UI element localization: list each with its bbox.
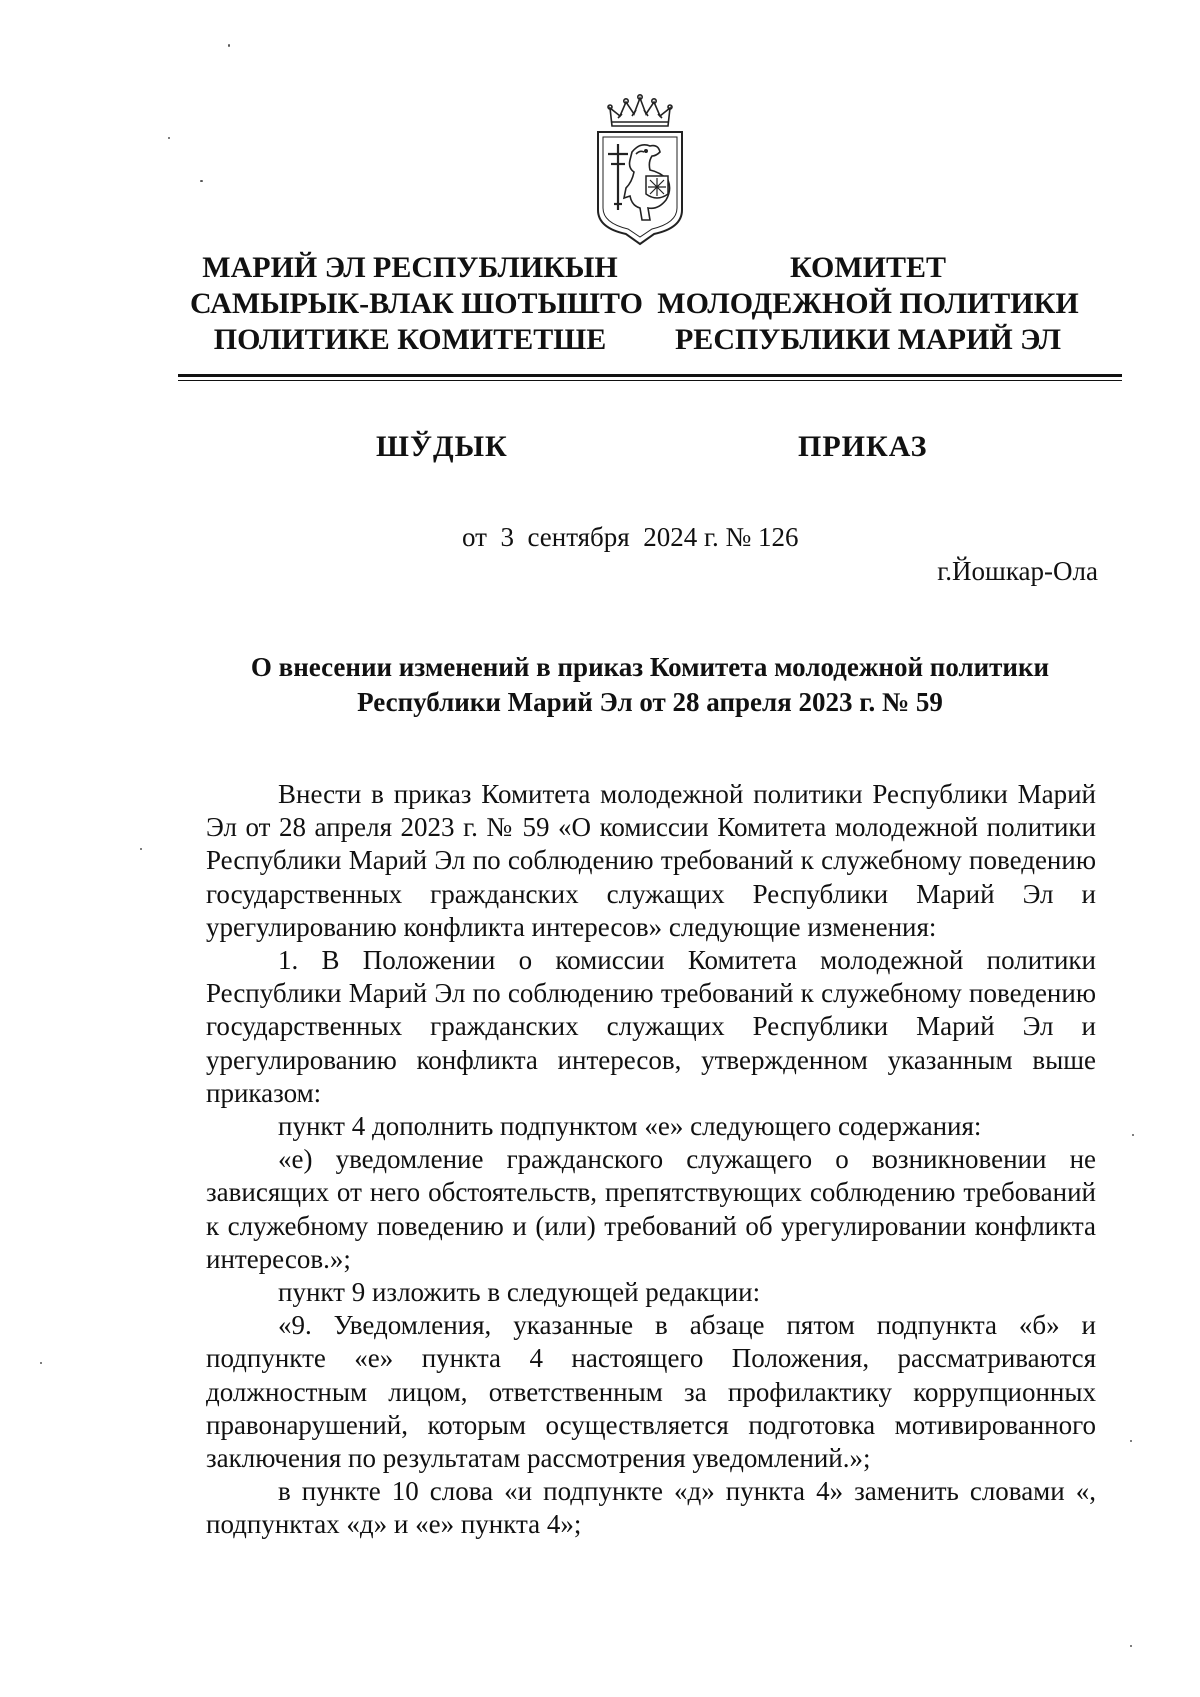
scan-speck [200,180,203,182]
scan-speck [40,1362,42,1364]
header-left-line-1: МАРИЙ ЭЛ РЕСПУБЛИКЫН [202,251,618,284]
body-paragraph-4: «е) уведомление гражданского служащего о возникновении не зависящих от него обстоятельств, препятствующих соблюдению требований к служебному поведению и (или) требований об урегулировании конфликта интересов.»; [206,1144,1096,1274]
header-right-line-2: МОЛОДЕЖНОЙ ПОЛИТИКИ [657,287,1079,320]
scan-speck [168,137,170,139]
order-city: г.Йошкар-Ола [937,556,1098,586]
doc-type-marian: ШЎДЫК [376,430,508,463]
coat-of-arms-emblem [588,92,692,248]
header-left-line-3: ПОЛИТИКЕ КОМИТЕТШЕ [213,323,607,356]
body-paragraph-2: 1. В Положении о комиссии Комитета молодежной политики Республики Марий Эл по соблюдению требований к служебному поведению государственных гражданских служащих Республики Марий Эл и урегулированию конфликта интересов, утвержденном указанным выше приказом: [206,945,1096,1108]
header-divider-thin [178,380,1122,381]
header-right-russian [648,250,1088,358]
header-left-line-2: САМЫРЫК-ВЛАК ШОТЫШТО [190,287,643,320]
document-body [206,778,1096,1542]
order-date-number: от 3 сентября 2024 г. № 126 [462,522,799,552]
scan-speck [140,848,142,850]
body-paragraph-1: Внести в приказ Комитета молодежной политики Республики Марий Эл от 28 апреля 2023 г. № 59 «О комиссии Комитета молодежной политики Республики Марий Эл по соблюдению требований к служебному поведению государственных гражданских служащих Республики Марий Эл и урегулированию конфликта интересов» следующие изменения: [206,779,1096,942]
title-line-1: О внесении изменений в приказ Комитета молодежной политики [250,652,1050,682]
scan-speck [1132,1134,1134,1136]
crown-icon [608,95,672,126]
document-title [190,650,1110,720]
body-paragraph-3: пункт 4 дополнить подпунктом «е» следующего содержания: [278,1111,982,1142]
header-divider-thick [178,374,1122,377]
title-line-2: Республики Марий Эл от 28 апреля 2023 г. № 59 [357,687,943,717]
scan-speck [228,44,230,47]
body-paragraph-7: в пункте 10 слова «и подпункте «д» пункта 4» заменить словами «, подпунктах «д» и «е» пункта 4»; [206,1476,1096,1540]
body-paragraph-5: пункт 9 изложить в следующей редакции: [278,1277,761,1308]
header-right-line-1: КОМИТЕТ [789,251,947,284]
scan-speck [1130,1645,1132,1647]
body-paragraph-6: «9. Уведомления, указанные в абзаце пятом подпункта «б» и подпункте «е» пункта 4 настоящего Положения, рассматриваются должностным лицом, ответственным за профилактику коррупционных правонарушений, которым осуществляется подготовка мотивированного заключения по результатам рассмотрения уведомлений.»; [206,1310,1096,1474]
ornament-shield-icon [646,176,668,198]
header-left-marian [190,250,643,358]
scan-speck [1130,1440,1132,1442]
header-right-line-3: РЕСПУБЛИКИ МАРИЙ ЭЛ [674,323,1061,356]
doc-type-russian: ПРИКАЗ [798,430,928,463]
